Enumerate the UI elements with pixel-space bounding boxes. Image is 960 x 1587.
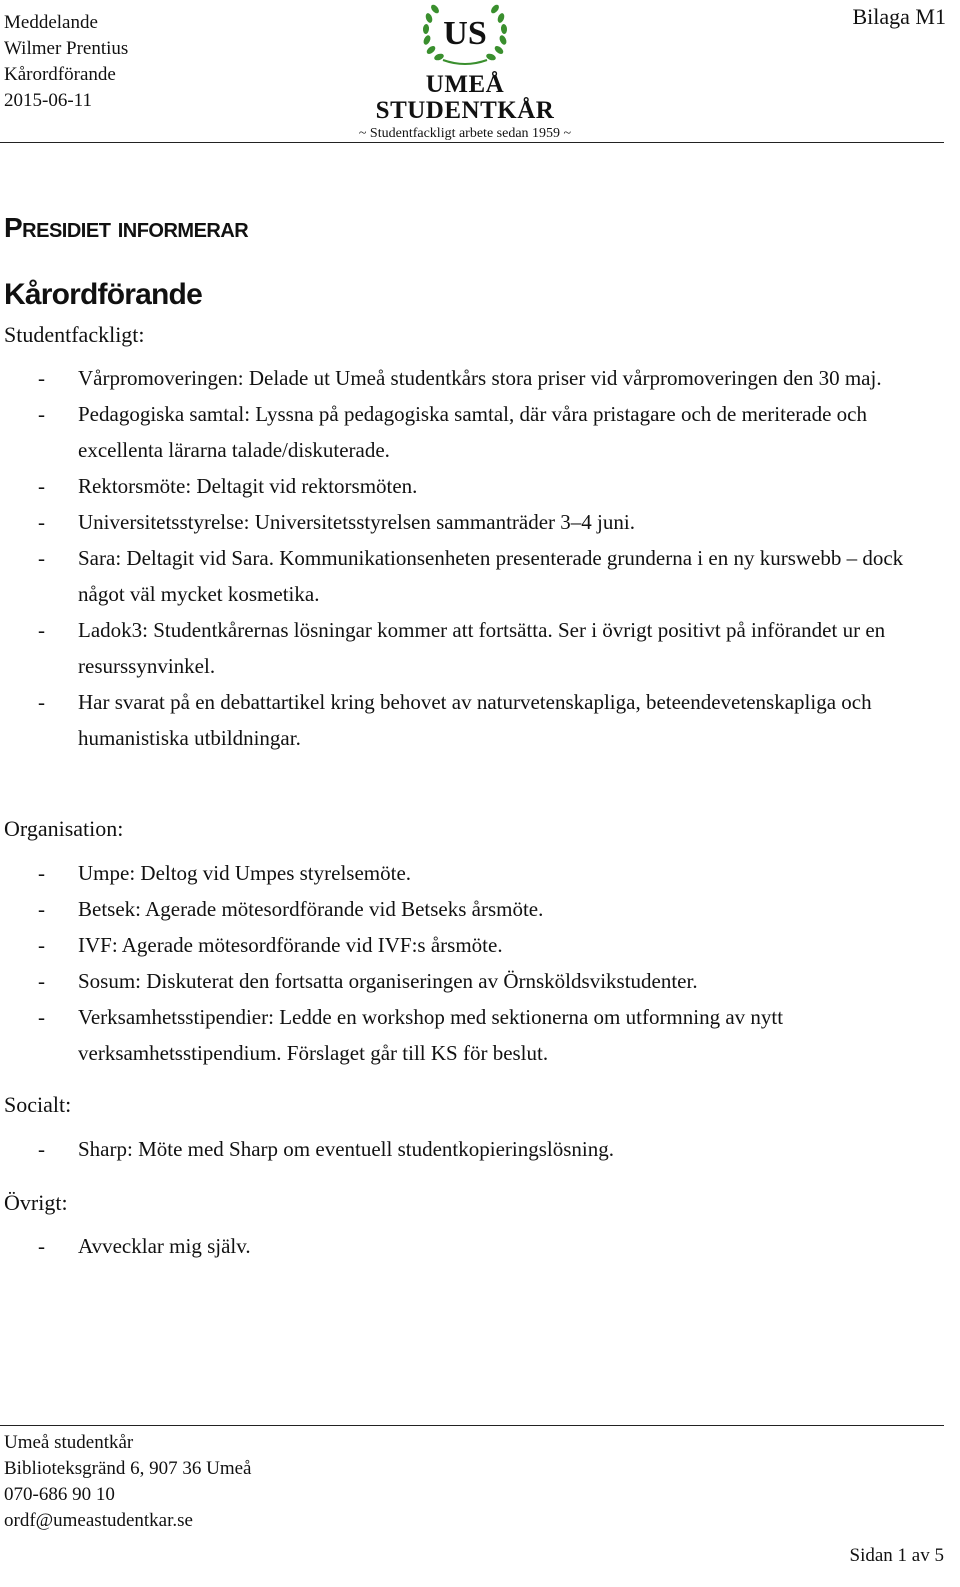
- list-item: [0, 1228, 930, 1264]
- bullet-dash: -: [38, 897, 45, 921]
- list-item-text: Avvecklar mig själv.: [78, 1234, 251, 1258]
- logo-monogram: US: [443, 15, 487, 52]
- page-title: Presidiet informerar: [4, 212, 249, 243]
- footer-email: ordf@umeastudentkar.se: [4, 1510, 193, 1531]
- list-item: [0, 999, 930, 1071]
- list-item: [0, 360, 930, 396]
- bullet-dash: -: [38, 618, 45, 642]
- bullet-dash: -: [38, 366, 45, 390]
- attachment-label: Bilaga M1: [852, 4, 946, 29]
- list-item-text: IVF: Agerade mötesordförande vid IVF:s årsmöte.: [78, 933, 503, 957]
- list-item: [0, 927, 930, 963]
- bullet-dash: -: [38, 690, 45, 714]
- footer-address: Biblioteksgränd 6, 907 36 Umeå: [4, 1458, 252, 1479]
- list-item: [0, 468, 930, 504]
- footer-org: Umeå studentkår: [4, 1432, 134, 1453]
- bullet-dash: -: [38, 933, 45, 957]
- list-item-text: Verksamhetsstipendier: Ledde en workshop med sektionerna om utformning av nytt verksamhetsstipendium. Förslaget går till KS för beslut.: [78, 1005, 784, 1065]
- bullet-dash: -: [38, 474, 45, 498]
- page-number: Sidan 1 av 5: [849, 1545, 944, 1566]
- sender-info: [4, 10, 128, 114]
- bullet-dash: -: [38, 402, 45, 426]
- author-role: Kårordförande: [4, 64, 116, 85]
- section-label-organisation: Organisation:: [4, 816, 124, 841]
- list-item: [0, 891, 930, 927]
- umea-studentkar-logo: [335, 0, 595, 141]
- bullet-dash: -: [38, 1005, 45, 1029]
- logo-title: UMEÅ STUDENTKÅR: [375, 71, 555, 124]
- list-item-text: Universitetsstyrelse: Universitetsstyrelsen sammanträder 3–4 juni.: [78, 510, 635, 534]
- list-item: [0, 540, 930, 612]
- list-item: [0, 684, 930, 756]
- list-studentfackligt: [0, 360, 930, 756]
- bullet-dash: -: [38, 546, 45, 570]
- list-item-text: Umpe: Deltog vid Umpes styrelsemöte.: [78, 861, 412, 885]
- list-item-text: Ladok3: Studentkårernas lösningar kommer att fortsätta. Ser i övrigt positivt på införandet ur en resurssynvinkel.: [78, 618, 886, 678]
- list-item: [0, 396, 930, 468]
- doc-date: 2015-06-11: [4, 90, 92, 111]
- list-item: [0, 612, 930, 684]
- bullet-dash: -: [38, 1137, 45, 1161]
- footer-phone: 070-686 90 10: [4, 1484, 115, 1505]
- list-item-text: Vårpromoveringen: Delade ut Umeå studentkårs stora priser vid vårpromoveringen den 30 maj.: [78, 366, 882, 390]
- author-name: Wilmer Prentius: [4, 38, 129, 59]
- list-item: [0, 504, 930, 540]
- bullet-dash: -: [38, 1234, 45, 1258]
- list-item-text: Rektorsmöte: Deltagit vid rektorsmöten.: [78, 474, 418, 498]
- laurel-wreath-icon: [417, 0, 513, 70]
- header-divider: [0, 142, 944, 143]
- list-item-text: Sosum: Diskuterat den fortsatta organiseringen av Örnsköldsvikstudenter.: [78, 969, 698, 993]
- doc-type: Meddelande: [4, 12, 98, 33]
- bullet-dash: -: [38, 969, 45, 993]
- role-heading: Kårordförande: [4, 278, 202, 311]
- list-ovrigt: [0, 1228, 930, 1264]
- section-label-socialt: Socialt:: [4, 1092, 72, 1117]
- list-item: [0, 963, 930, 999]
- list-item: [0, 1131, 930, 1167]
- list-item: [0, 855, 930, 891]
- list-item-text: Sara: Deltagit vid Sara. Kommunikationsenheten presenterade grunderna i en ny kurswebb – dock något väl mycket kosmetika.: [78, 546, 904, 606]
- list-item-text: Betsek: Agerade mötesordförande vid Betseks årsmöte.: [78, 897, 544, 921]
- list-socialt: [0, 1131, 930, 1167]
- bullet-dash: -: [38, 510, 45, 534]
- logo-subtitle: ~ Studentfackligt arbete sedan 1959 ~: [358, 126, 572, 141]
- footer-contact: [4, 1430, 252, 1534]
- list-item-text: Har svarat på en debattartikel kring behovet av naturvetenskapliga, beteendevetenskapliga och humanistiska utbildningar.: [78, 690, 872, 750]
- list-organisation: [0, 855, 930, 1071]
- section-label-studentfackligt: Studentfackligt:: [4, 322, 145, 347]
- section-label-ovrigt: Övrigt:: [4, 1190, 68, 1215]
- footer-divider: [0, 1425, 944, 1426]
- bullet-dash: -: [38, 861, 45, 885]
- list-item-text: Pedagogiska samtal: Lyssna på pedagogiska samtal, där våra pristagare och de meriterade och excellenta lärarna talade/diskuterade.: [78, 402, 867, 462]
- list-item-text: Sharp: Möte med Sharp om eventuell studentkopieringslösning.: [78, 1137, 615, 1161]
